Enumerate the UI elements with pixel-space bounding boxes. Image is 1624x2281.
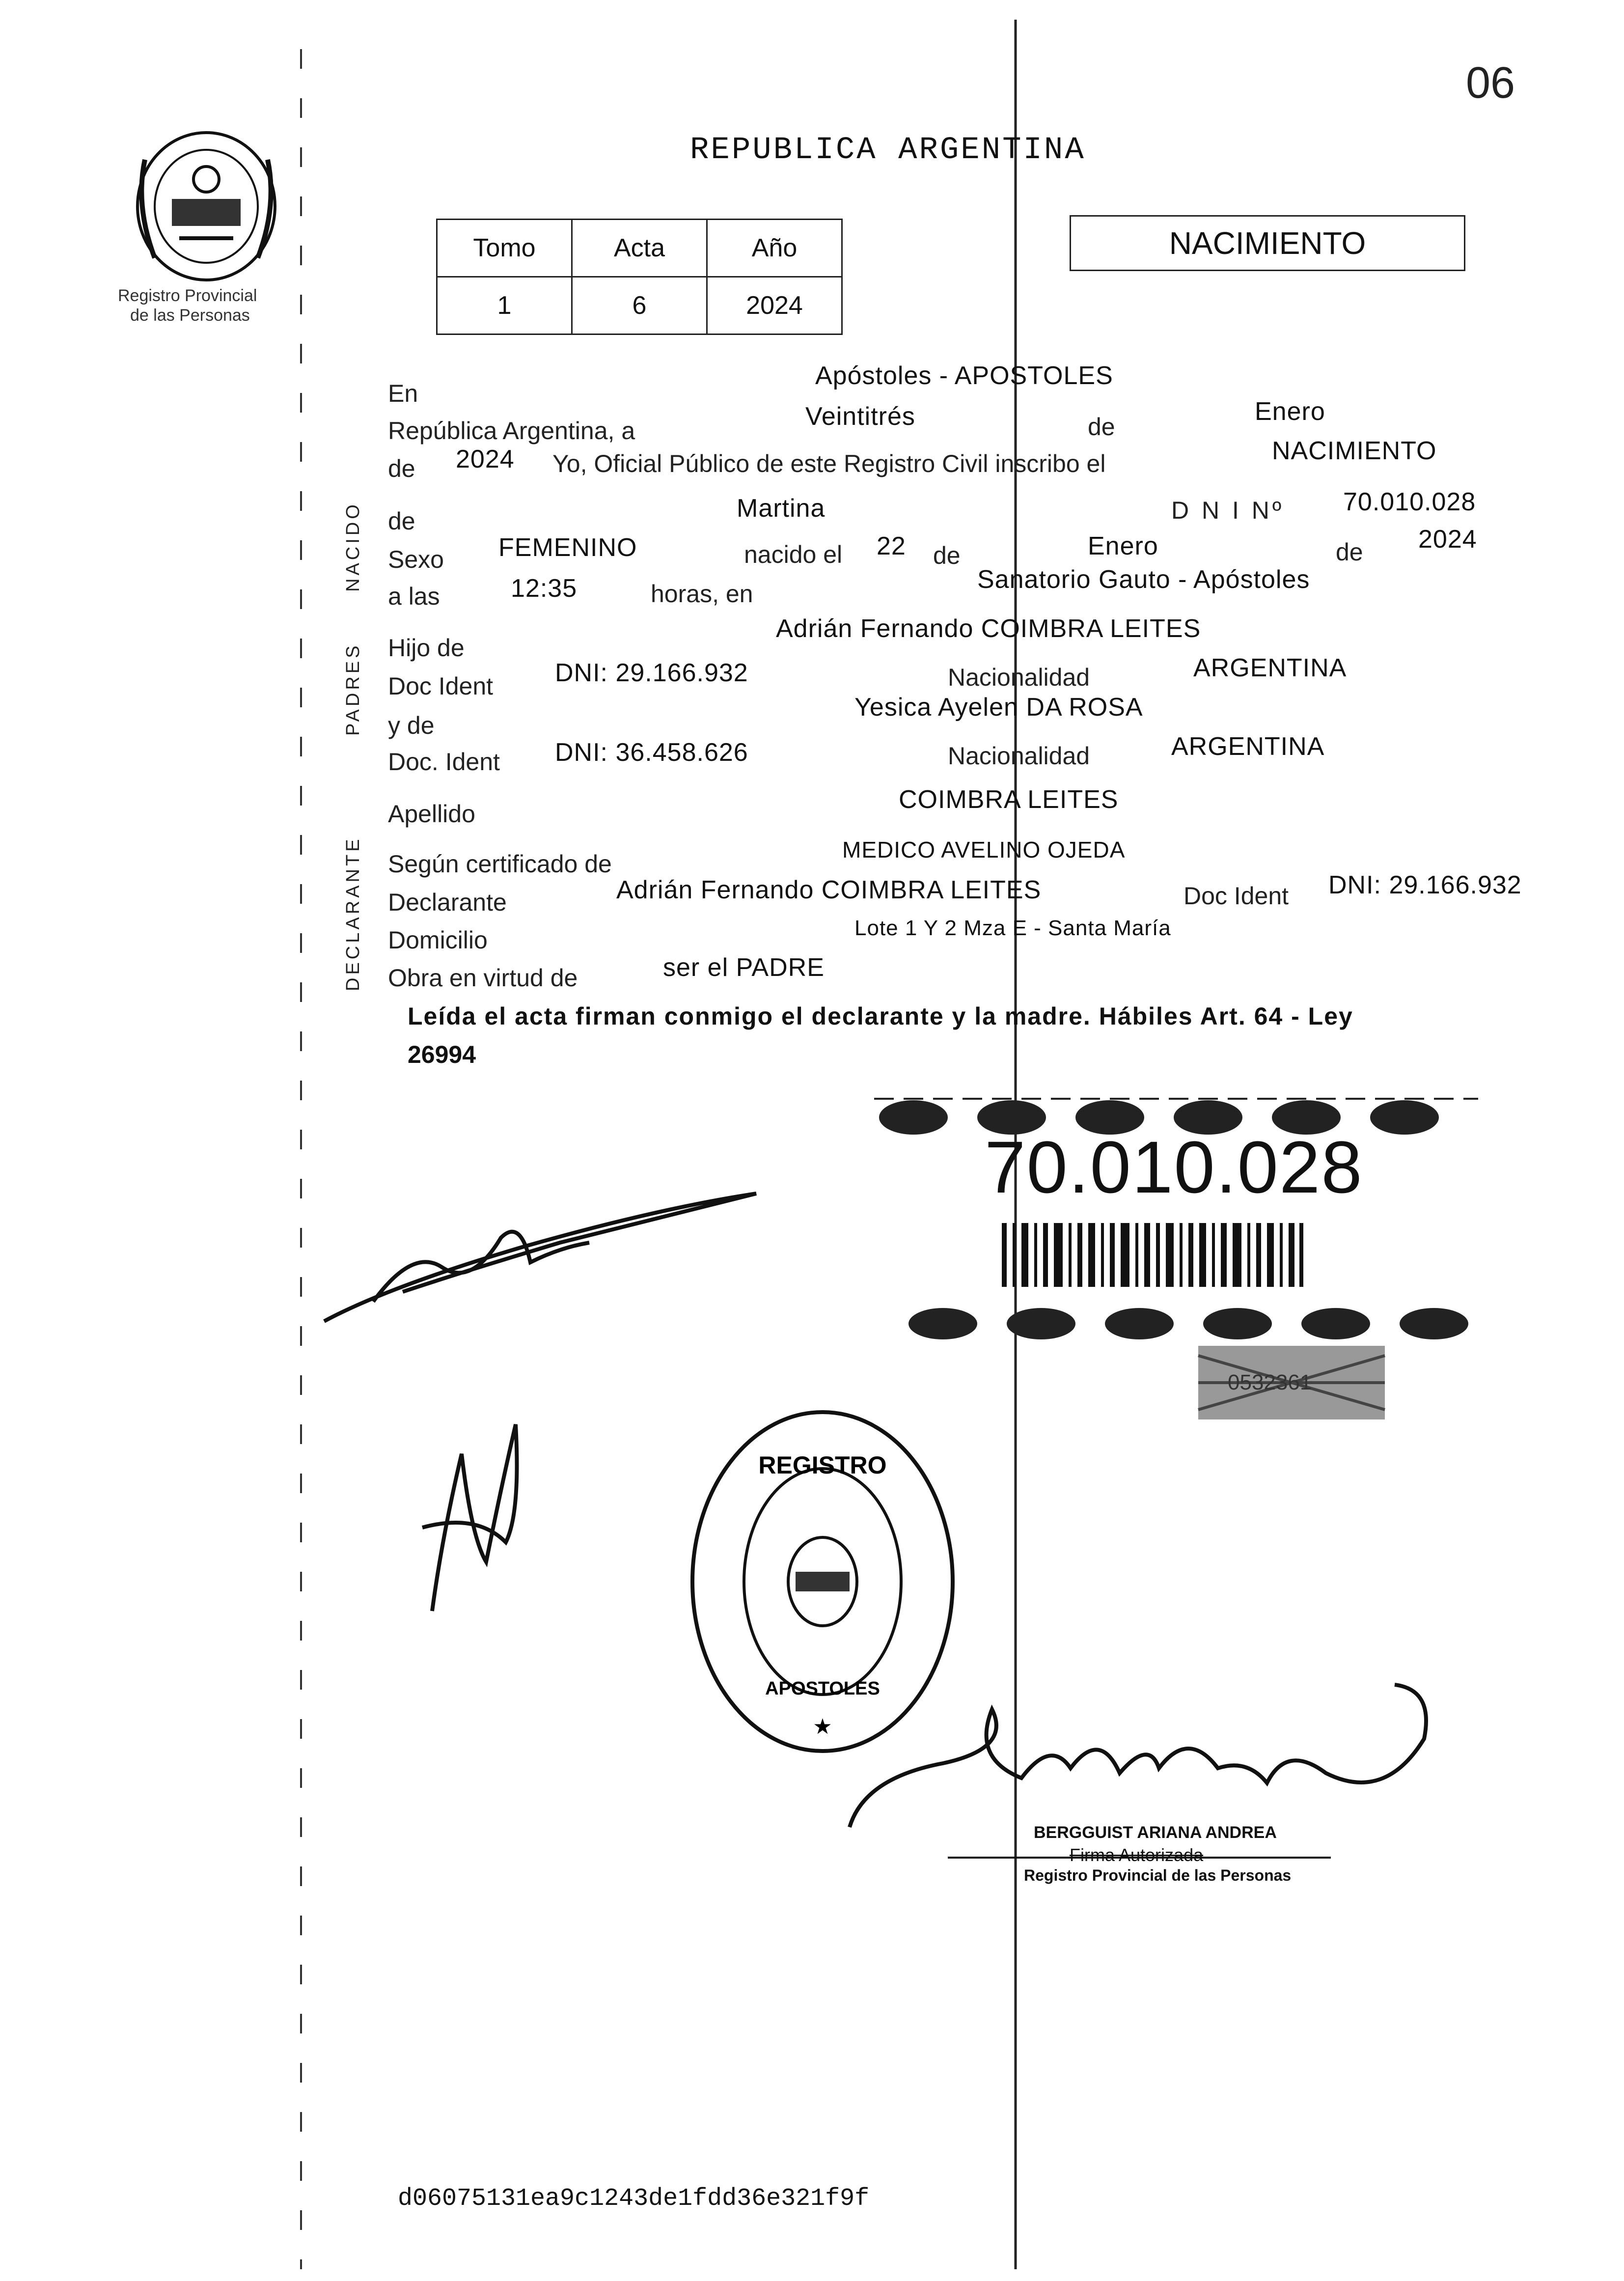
record-table [436,219,843,335]
month-value: Enero [1255,397,1325,426]
father-value: Adrián Fernando COIMBRA LEITES [776,614,1201,643]
day-value: Veintitrés [805,402,915,431]
header-acta: Acta [572,220,707,277]
apellido-value: COIMBRA LEITES [899,785,1119,814]
dom-label: Domicilio [388,926,488,954]
doc1-label: Doc Ident [388,672,494,700]
obra-value: ser el PADRE [663,953,825,982]
svg-text:REGISTRO: REGISTRO [758,1451,887,1479]
section-label-declarante: DECLARANTE [343,836,363,991]
authorized-signature [845,1680,1444,1842]
de2-label: de [388,455,415,482]
horas-label: horas, en [651,580,753,608]
section-label-padres: PADRES [343,642,363,736]
de5-label: de [1336,538,1363,566]
signer-name: BERGGUIST ARIANA ANDREA [1034,1823,1277,1842]
obra-label: Obra en virtud de [388,964,578,992]
en-value: Apóstoles - APOSTOLES [815,362,1113,390]
cert-value: MEDICO AVELINO OJEDA [842,837,1126,862]
nac1-value: ARGENTINA [1193,654,1347,682]
signer-org: Registro Provincial de las Personas [1024,1866,1292,1884]
doc2-value: DNI: 36.458.626 [555,738,748,767]
nac2-label: Nacionalidad [948,742,1090,770]
logo-caption-line1: Registro Provincial [118,286,257,305]
security-pattern-bottom [884,1304,1473,1343]
section-label-nacido: NACIDO [343,501,363,592]
nac1-label: Nacionalidad [948,664,1090,691]
birth-day: 22 [877,532,906,560]
dom-value: Lote 1 Y 2 Mza E - Santa María [854,916,1171,940]
decl-value: Adrián Fernando COIMBRA LEITES [616,876,1042,904]
de-label: de [1088,413,1115,441]
type-value: NACIMIENTO [1272,437,1437,465]
nac2-value: ARGENTINA [1171,732,1325,761]
signer-role: Firma Autorizada [1070,1845,1204,1865]
sexo-value: FEMENINO [498,533,637,562]
year-value: 2024 [456,445,515,473]
signature-line [948,1856,1341,1861]
page-title: REPUBLICA ARGENTINA [690,133,1086,168]
svg-text:★: ★ [813,1714,832,1739]
sexo-label: Sexo [388,546,444,573]
page-number: 06 [1466,58,1515,108]
birth-month: Enero [1088,532,1158,560]
header-tomo: Tomo [437,220,572,277]
dni-value: 70.010.028 [1343,488,1476,516]
time-value: 12:35 [511,574,578,603]
security-number: 70.010.028 [985,1126,1363,1208]
hijo-label: Hijo de [388,634,465,662]
yde-label: y de [388,712,435,739]
de4-label: de [933,542,961,569]
value-tomo: 1 [437,277,572,334]
de3-label: de [388,507,415,535]
cert-label: Según certificado de [388,850,612,878]
doc2-label: Doc. Ident [388,748,500,776]
apellido-label: Apellido [388,800,475,828]
declarant-signature [314,1189,776,1336]
doc3-value: DNI: 29.166.932 [1328,871,1522,899]
security-small-code: 0532361 [1228,1370,1312,1394]
provincial-seal-logo [125,125,287,282]
svg-text:APOSTOLES: APOSTOLES [765,1678,880,1699]
mother-signature [403,1415,550,1621]
document-hash: d06075131ea9c1243de1fdd36e321f9f [398,2185,870,2213]
header-anio: Año [707,220,842,277]
alas-label: a las [388,583,440,610]
value-acta: 6 [572,277,707,334]
doc3-label: Doc Ident [1184,882,1289,910]
mother-value: Yesica Ayelen DA ROSA [854,693,1143,722]
republica-label: República Argentina, a [388,417,635,445]
en-label: En [388,380,418,407]
name-value: Martina [737,494,826,523]
closing-line-1: Leída el acta firman conmigo el declarante y la madre. Hábiles Art. 64 - Ley [408,1002,1353,1030]
security-barcode [1002,1223,1306,1287]
decl-label: Declarante [388,889,507,916]
value-anio: 2024 [707,277,842,334]
record-type-box: NACIMIENTO [1070,215,1465,271]
doc1-value: DNI: 29.166.932 [555,659,748,687]
nacido-label: nacido el [744,541,843,568]
birth-year: 2024 [1418,525,1477,554]
logo-caption-line2: de las Personas [130,306,250,325]
oficial-text: Yo, Oficial Público de este Registro Civil inscribo el [552,450,1106,477]
place-value: Sanatorio Gauto - Apóstoles [977,565,1310,594]
closing-line-2: 26994 [408,1041,476,1068]
dni-label: D N I Nº [1171,497,1285,524]
